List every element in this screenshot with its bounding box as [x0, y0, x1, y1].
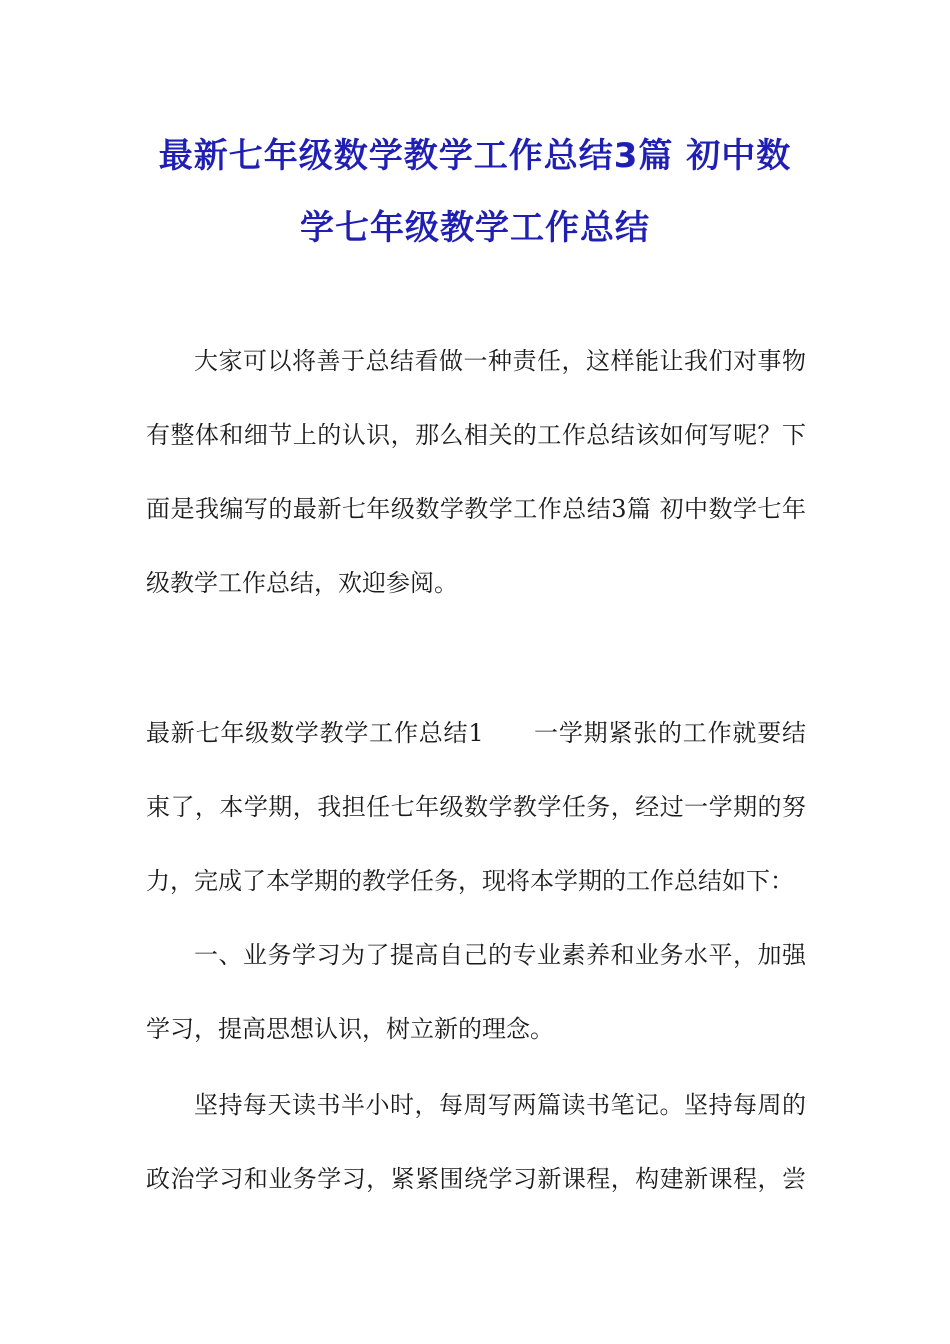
document-title-line-1: 最新七年级数学教学工作总结3篇 初中数 [158, 136, 792, 176]
intro-line-2: 有整体和细节上的认识，那么相关的工作总结该如何写呢？下 [146, 421, 806, 449]
section1-line-2: 束了，本学期，我担任七年级数学教学任务，经过一学期的努 [146, 793, 806, 821]
paragraph3-line-1: 坚持每天读书半小时，每周写两篇读书笔记。坚持每周的 [194, 1091, 806, 1119]
intro-line-1: 大家可以将善于总结看做一种责任，这样能让我们对事物 [194, 347, 806, 375]
paragraph2-line-1: 一、业务学习为了提高自己的专业素养和业务水平，加强 [194, 941, 806, 969]
section1-line-1: 最新七年级数学教学工作总结1 一学期紧张的工作就要结 [146, 719, 806, 747]
paragraph3-line-2: 政治学习和业务学习，紧紧围绕学习新课程，构建新课程，尝 [146, 1165, 806, 1193]
paragraph2-line-2: 学习，提高思想认识，树立新的理念。 [146, 1015, 554, 1043]
section1-line-3: 力，完成了本学期的教学任务，现将本学期的工作总结如下： [146, 867, 794, 895]
intro-line-4: 级教学工作总结，欢迎参阅。 [146, 569, 458, 597]
document-title-line-2: 学七年级教学工作总结 [300, 208, 650, 248]
intro-line-3: 面是我编写的最新七年级数学教学工作总结3篇 初中数学七年 [146, 495, 806, 523]
